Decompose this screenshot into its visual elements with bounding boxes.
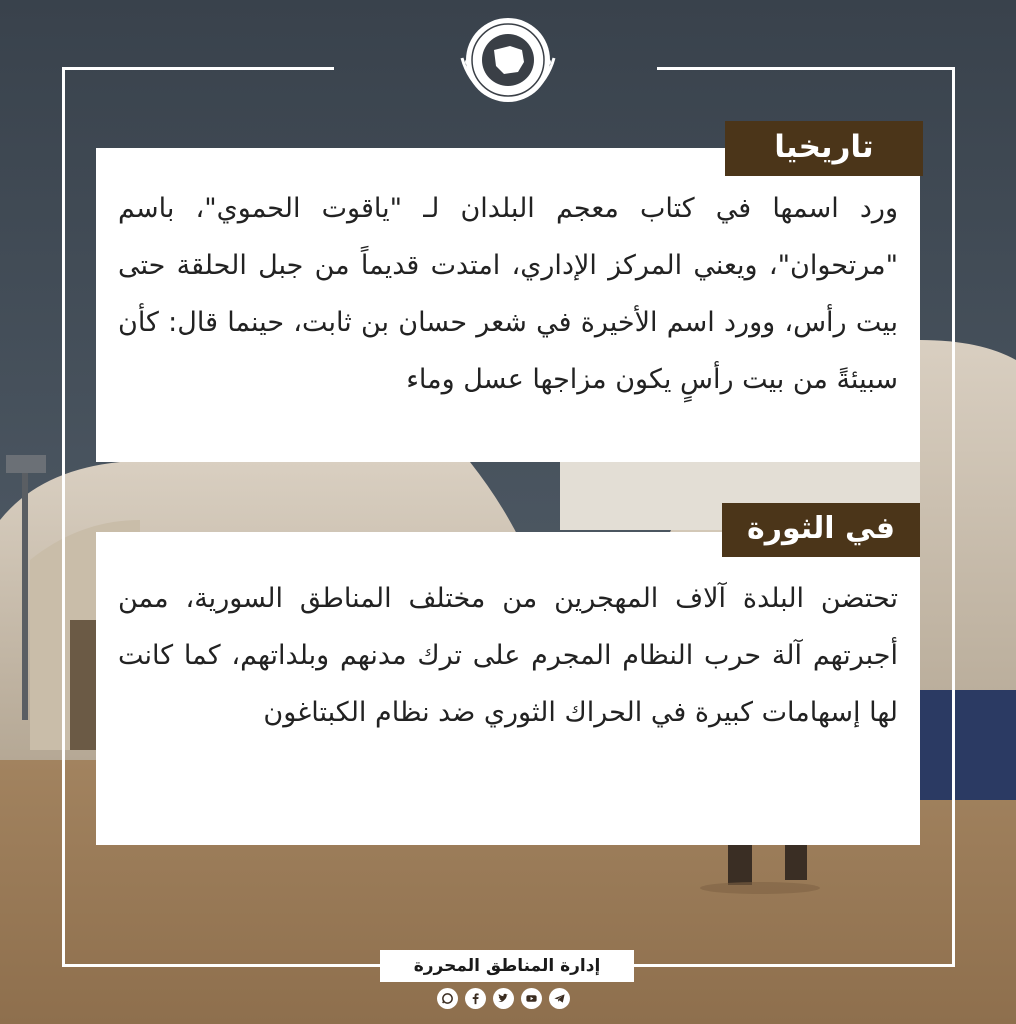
social-links: [437, 988, 573, 1010]
telegram-icon[interactable]: [549, 988, 570, 1009]
frame-bottom-left-line: [62, 964, 380, 967]
brand-logo: [452, 10, 564, 110]
revolution-tag: في الثورة: [722, 503, 920, 557]
history-paragraph: ورد اسمها في كتاب معجم البلدان لـ "ياقوت الحموي"، باسم "مرتحوان"، ويعني المركز الإداري، امتدت قديماً من جبل الحلقة حتى بيت رأس، وورد اسم الأخيرة في شعر حسان بن ثابت، حينما قال: كأن سبيئةً من بيت رأسٍ يكون مزاجها عسل وماء: [118, 193, 898, 395]
revolution-paragraph: تحتضن البلدة آلاف المهجرين من مختلف المناطق السورية، ممن أجبرتهم آلة حرب النظام المجرم على ترك مدنهم وبلداتهم، كما كانت لها إسهامات كبيرة في الحراك الثوري ضد نظام الكبتاغون: [118, 583, 898, 728]
frame-top-right-line: [657, 67, 955, 70]
twitter-icon[interactable]: [493, 988, 514, 1009]
frame-right-line: [952, 67, 955, 967]
history-tag: تاريخيا: [725, 121, 923, 176]
whatsapp-icon[interactable]: [437, 988, 458, 1009]
frame-top-left-line: [62, 67, 334, 70]
footer-brand-label: إدارة المناطق المحررة: [380, 950, 634, 982]
revolution-card: [96, 532, 920, 845]
frame-bottom-right-line: [634, 964, 955, 967]
history-card: [96, 148, 920, 462]
frame-left-line: [62, 67, 65, 967]
youtube-icon[interactable]: [521, 988, 542, 1009]
facebook-icon[interactable]: [465, 988, 486, 1009]
